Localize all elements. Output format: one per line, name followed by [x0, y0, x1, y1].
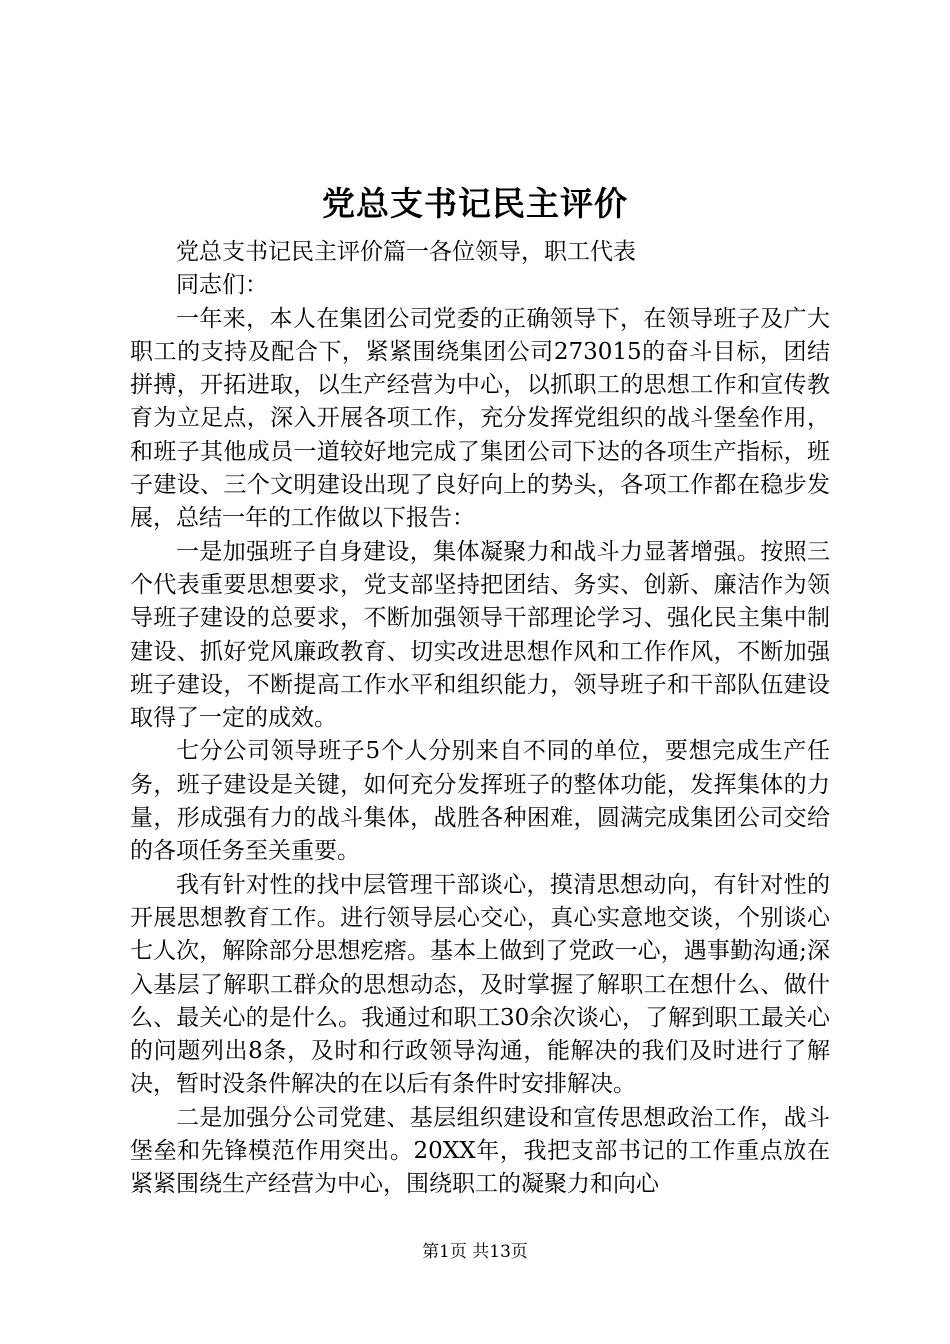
paragraph-team-building: 一是加强班子自身建设，集体凝聚力和战斗力显著增强。按照三个代表重要思想要求，党支部坚持把团结、务实、创新、廉洁作为领导班子建设的总要求，不断加强领导干部理论学习、强化民主集中制建设、抓好党风廉政教育、切实改进思想作风和工作作风，不断加强班子建设，不断提高工作水平和组织能力，领导班子和干部队伍建设取得了一定的成效。	[130, 538, 830, 732]
paragraph-communication: 我有针对性的找中层管理干部谈心，摸清思想动向，有针对性的开展思想教育工作。进行领导层心交心，真心实意地交谈，个别谈心七人次，解除部分思想疙瘩。基本上做到了党政一心，遇事勤沟通;深入基层了解职工群众的思想动态，及时掌握了解职工在想什么、做什么、最关心的是什么。我通过和职工30余次谈心，了解到职工最关心的问题列出8条，及时和行政领导沟通，能解决的我们及时进行了解决，暂时没条件解决的在以后有条件时安排解决。	[130, 871, 830, 1098]
document-body	[130, 236, 830, 1202]
paragraph-leadership: 七分公司领导班子5个人分别来自不同的单位，要想完成生产任务，班子建设是关键，如何充分发挥班子的整体功能，发挥集体的力量，形成强有力的战斗集体，战胜各种困难，圆满完成集团公司交给的各项任务至关重要。	[130, 738, 830, 865]
paragraph-party-building: 二是加强分公司党建、基层组织建设和宣传思想政治工作，战斗堡垒和先锋模范作用突出。20XX年，我把支部书记的工作重点放在紧紧围绕生产经营为中心，围绕职工的凝聚力和向心	[130, 1104, 830, 1198]
document-title: 党总支书记民主评价	[322, 184, 628, 223]
paragraph-salutation: 同志们：	[176, 272, 268, 299]
paragraph-intro: 党总支书记民主评价篇一各位领导，职工代表	[176, 239, 636, 265]
page-number: 第1页 共13页	[422, 1242, 528, 1262]
paragraph-overview: 一年来，本人在集团公司党委的正确领导下，在领导班子及广大职工的支持及配合下，紧紧围绕集团公司273015的奋斗目标，团结拼搏，开拓进取，以生产经营为中心，以抓职工的思想工作和宣传教育为立足点，深入开展各项工作，充分发挥党组织的战斗堡垒作用，和班子其他成员一道较好地完成了集团公司下达的各项生产指标，班子建设、三个文明建设出现了良好向上的势头，各项工作都在稳步发展，总结一年的工作做以下报告：	[130, 305, 830, 532]
